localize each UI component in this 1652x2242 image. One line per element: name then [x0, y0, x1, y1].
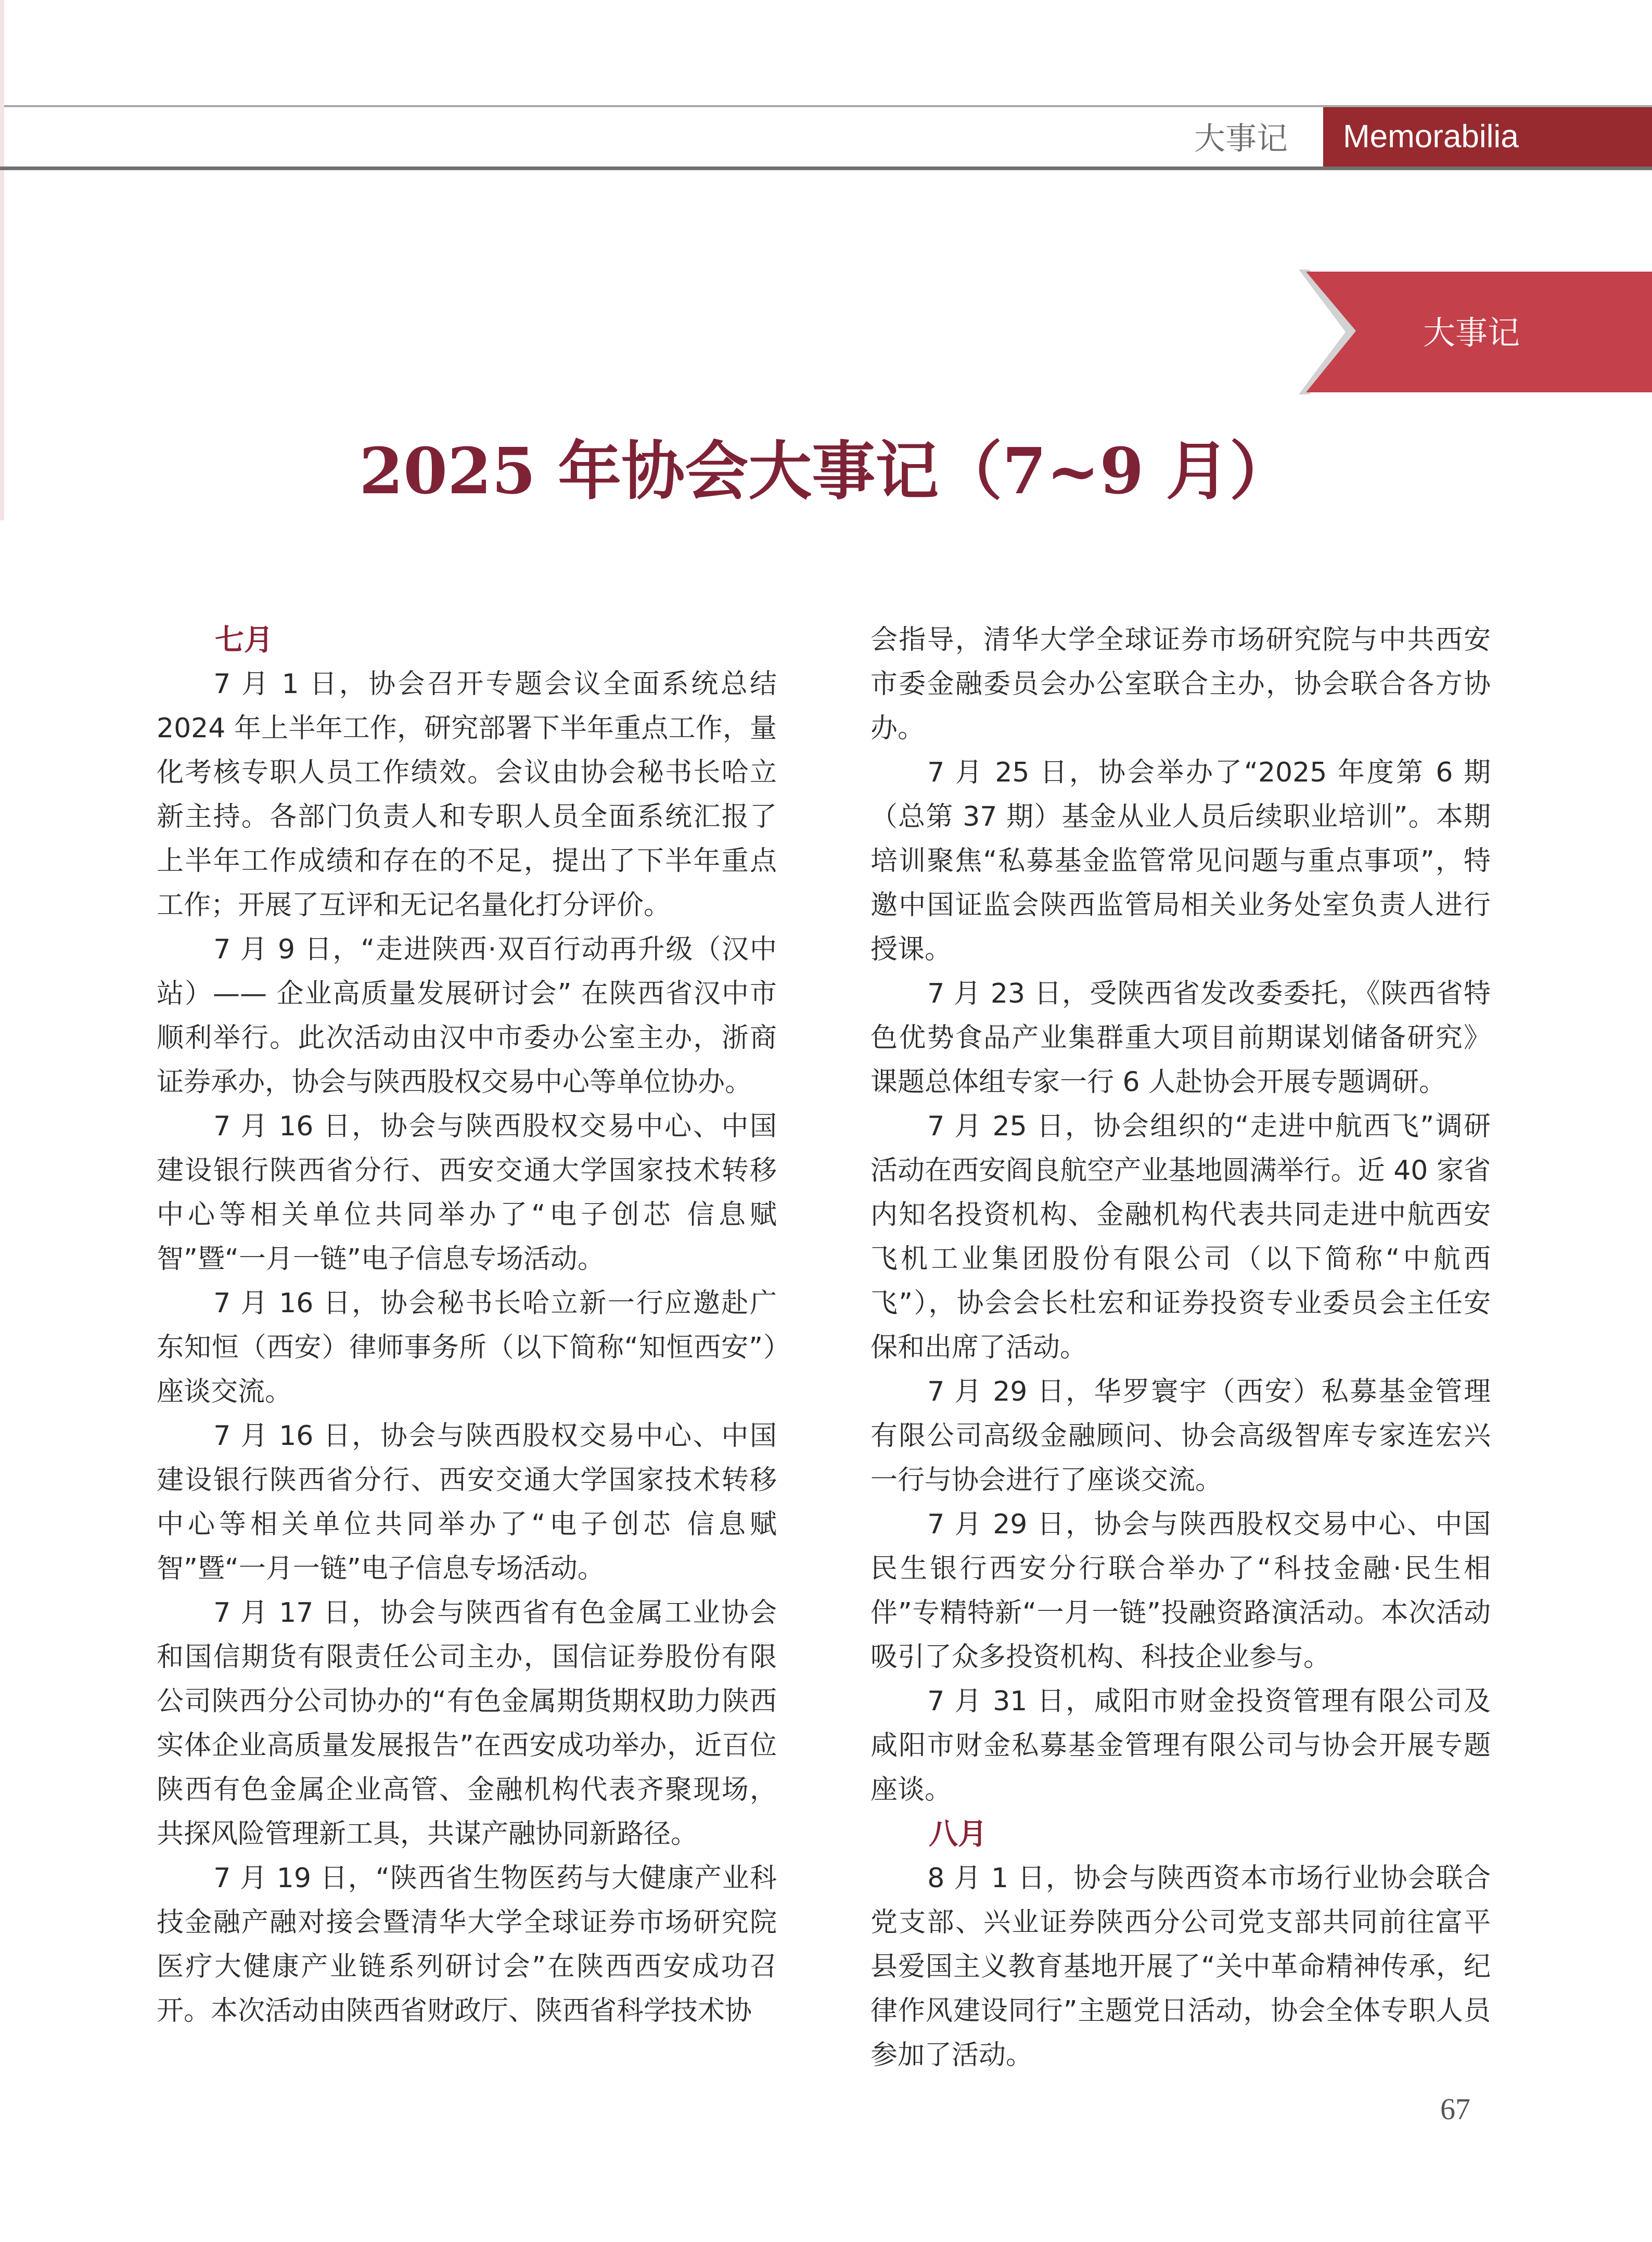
- event-paragraph: 7 月 25 日，协会组织的“走进中航西飞”调研活动在西安阎良航空产业基地圆满举行。近 40 家省内知名投资机构、金融机构代表共同走进中航西安飞机工业集团股份有限公司（以下简称“中航西飞”），协会会长杜宏和证券投资专业委员会主任安保和出席了活动。: [870, 1111, 1491, 1363]
- header-bottom-rule: [0, 166, 1652, 170]
- event-paragraph: 7 月 25 日，协会举办了“2025 年度第 6 期（总第 37 期）基金从业人员后续职业培训”。本期培训聚焦“私募基金监管常见问题与重点事项”，特邀中国证监会陕西监管局相关业务处室负责人进行授课。: [870, 757, 1491, 965]
- event-paragraph: 7 月 19 日，“陕西省生物医药与大健康产业科技金融产融对接会暨清华大学全球证券市场研究院医疗大健康产业链系列研讨会”在陕西西安成功召开。本次活动由陕西省财政厅、陕西省科学技术协: [157, 1863, 777, 2027]
- header-section-cn: 大事记: [1194, 121, 1288, 157]
- event-paragraph: 7 月 29 日，华罗寰宇（西安）私募基金管理有限公司高级金融顾问、协会高级智库专家连宏兴一行与协会进行了座谈交流。: [870, 1376, 1491, 1496]
- right-column: [870, 618, 1491, 2078]
- page-number: 67: [1440, 2092, 1470, 2126]
- event-paragraph: 7 月 16 日，协会与陕西股权交易中心、中国建设银行陕西省分行、西安交通大学国家技术转移中心等相关单位共同举办了“电子创芯 信息赋智”暨“一月一链”电子信息专场活动。: [157, 1420, 777, 1584]
- event-paragraph: 7 月 17 日，协会与陕西省有色金属工业协会和国信期货有限责任公司主办，国信证券股份有限公司陕西分公司协办的“有色金属期货期权助力陕西实体企业高质量发展报告”在西安成功举办，近百位陕西有色金属企业高管、金融机构代表齐聚现场，共探风险管理新工具，共谋产融协同新路径。: [157, 1597, 777, 1850]
- event-paragraph: 7 月 23 日，受陕西省发改委委托，《陕西省特色优势食品产业集群重大项目前期谋划储备研究》课题总体组专家一行 6 人赴协会开展专题调研。: [870, 978, 1491, 1098]
- left-column: [157, 618, 777, 2033]
- event-paragraph: 7 月 1 日，协会召开专题会议全面系统总结 2024 年上半年工作，研究部署下半年重点工作，量化考核专职人员工作绩效。会议由协会秘书长哈立新主持。各部门负责人和专职人员全面系统汇报了上半年工作成绩和存在的不足，提出了下半年重点工作；开展了互评和无记名量化打分评价。: [157, 669, 777, 921]
- month-heading-august: 八月: [929, 1817, 987, 1851]
- month-heading-july: 七月: [215, 623, 273, 657]
- event-paragraph-continued: 会指导，清华大学全球证券市场研究院与中共西安市委金融委员会办公室联合主办，协会联合各方协办。: [870, 624, 1491, 744]
- section-tag-label: 大事记: [1423, 314, 1520, 352]
- event-paragraph: 7 月 31 日，咸阳市财金投资管理有限公司及咸阳市财金私募基金管理有限公司与协会开展专题座谈。: [870, 1686, 1491, 1805]
- event-paragraph: 7 月 29 日，协会与陕西股权交易中心、中国民生银行西安分行联合举办了“科技金融·民生相伴”专精特新“一月一链”投融资路演活动。本次活动吸引了众多投资机构、科技企业参与。: [870, 1509, 1491, 1673]
- event-paragraph: 7 月 16 日，协会秘书长哈立新一行应邀赴广东知恒（西安）律师事务所（以下简称“知恒西安”）座谈交流。: [157, 1288, 777, 1407]
- event-paragraph: 7 月 16 日，协会与陕西股权交易中心、中国建设银行陕西省分行、西安交通大学国家技术转移中心等相关单位共同举办了“电子创芯 信息赋智”暨“一月一链”电子信息专场活动。: [157, 1111, 777, 1275]
- event-paragraph: 8 月 1 日，协会与陕西资本市场行业协会联合党支部、兴业证券陕西分公司党支部共同前往富平县爱国主义教育基地开展了“关中革命精神传承，纪律作风建设同行”主题党日活动，协会全体专职人员参加了活动。: [870, 1863, 1491, 2071]
- event-paragraph: 7 月 9 日，“走进陕西·双百行动再升级（汉中站）—— 企业高质量发展研讨会” 在陕西省汉中市顺利举行。此次活动由汉中市委办公室主办，浙商证券承办，协会与陕西股权交易中心等单位协办。: [157, 934, 777, 1098]
- page-title: 2025 年协会大事记（7~9 月）: [359, 433, 1293, 508]
- header-section-en: Memorabilia: [1323, 107, 1652, 166]
